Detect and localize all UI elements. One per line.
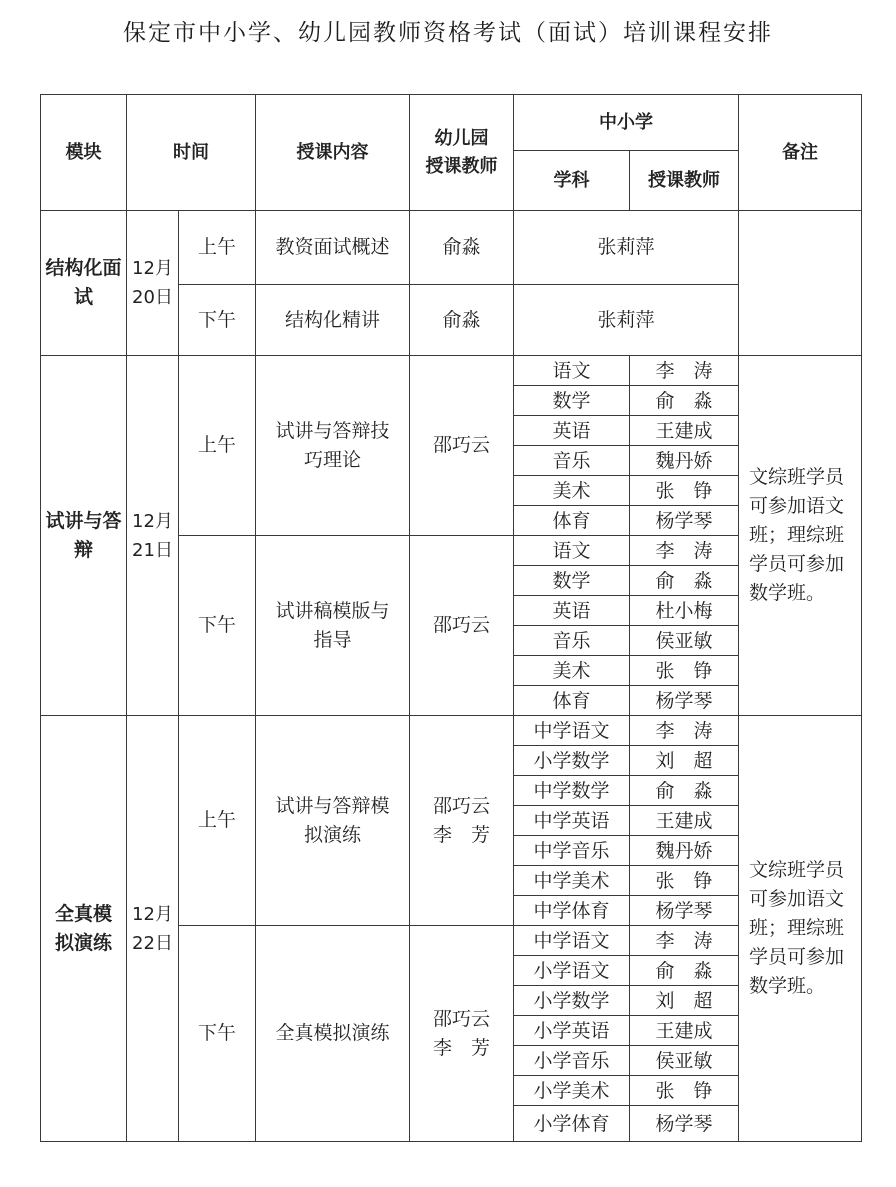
teacher-cell: 侯亚敏 — [630, 1046, 739, 1076]
header-remarks: 备注 — [739, 95, 862, 211]
period-am: 上午 — [179, 211, 256, 285]
teacher-cell: 杨学琴 — [630, 896, 739, 926]
teacher-cell: 刘 超 — [630, 746, 739, 776]
teacher-cell: 魏丹娇 — [630, 446, 739, 476]
period-pm: 下午 — [179, 536, 256, 716]
subject-cell: 中学体育 — [514, 896, 630, 926]
teacher-cell: 杜小梅 — [630, 596, 739, 626]
subject-cell: 中学英语 — [514, 806, 630, 836]
content-cell: 教资面试概述 — [256, 211, 410, 285]
subject-cell: 中学语文 — [514, 926, 630, 956]
content-cell: 试讲与答辩技巧理论 — [256, 356, 410, 536]
subject-cell: 小学美术 — [514, 1076, 630, 1106]
teacher-cell: 张莉萍 — [514, 285, 739, 356]
teacher-cell: 侯亚敏 — [630, 626, 739, 656]
header-time: 时间 — [127, 95, 256, 211]
subject-cell: 中学数学 — [514, 776, 630, 806]
teacher-cell: 王建成 — [630, 416, 739, 446]
header-primary-secondary: 中小学 — [514, 95, 739, 151]
page-title: 保定市中小学、幼儿园教师资格考试（面试）培训课程安排 — [123, 20, 773, 46]
teacher-cell: 杨学琴 — [630, 686, 739, 716]
subject-cell: 中学语文 — [514, 716, 630, 746]
kg-teacher-cell: 俞淼 — [410, 211, 514, 285]
subject-cell: 小学英语 — [514, 1016, 630, 1046]
kg-teacher-cell: 邵巧云 — [410, 356, 514, 536]
subject-cell: 语文 — [514, 356, 630, 386]
content-cell: 全真模拟演练 — [256, 926, 410, 1142]
subject-cell: 美术 — [514, 656, 630, 686]
teacher-cell: 刘 超 — [630, 986, 739, 1016]
teacher-cell: 俞 淼 — [630, 386, 739, 416]
date-simulation: 12月22日 — [127, 716, 179, 1142]
subject-cell: 数学 — [514, 386, 630, 416]
teacher-cell: 杨学琴 — [630, 1106, 739, 1142]
header-subject: 学科 — [514, 151, 630, 211]
teacher-cell: 张 铮 — [630, 476, 739, 506]
teacher-cell: 张 铮 — [630, 656, 739, 686]
teacher-cell: 魏丹娇 — [630, 836, 739, 866]
subject-cell: 小学体育 — [514, 1106, 630, 1142]
teacher-cell: 李 涛 — [630, 356, 739, 386]
date-trial: 12月21日 — [127, 356, 179, 716]
date-structured: 12月20日 — [127, 211, 179, 356]
remarks-cell: 文综班学员可参加语文班；理综班学员可参加数学班。 — [739, 356, 862, 716]
header-content: 授课内容 — [256, 95, 410, 211]
teacher-cell: 李 涛 — [630, 926, 739, 956]
remarks-cell: 文综班学员可参加语文班；理综班学员可参加数学班。 — [739, 716, 862, 1142]
teacher-cell: 俞 淼 — [630, 566, 739, 596]
subject-cell: 小学数学 — [514, 746, 630, 776]
subject-cell: 体育 — [514, 686, 630, 716]
subject-cell: 音乐 — [514, 446, 630, 476]
subject-cell: 小学语文 — [514, 956, 630, 986]
header-kg-teacher-line2: 授课教师 — [425, 155, 498, 177]
teacher-cell: 杨学琴 — [630, 506, 739, 536]
subject-cell: 英语 — [514, 416, 630, 446]
kg-teacher-cell: 邵巧云李 芳 — [410, 926, 514, 1142]
teacher-cell: 李 涛 — [630, 536, 739, 566]
teacher-cell: 俞 淼 — [630, 956, 739, 986]
schedule-table — [40, 94, 862, 1142]
subject-cell: 中学美术 — [514, 866, 630, 896]
period-am: 上午 — [179, 356, 256, 536]
period-pm: 下午 — [179, 926, 256, 1142]
module-trial: 试讲与答辩 — [41, 356, 127, 716]
module-structured: 结构化面试 — [41, 211, 127, 356]
subject-cell: 语文 — [514, 536, 630, 566]
subject-cell: 小学数学 — [514, 986, 630, 1016]
content-cell: 试讲稿模版与指导 — [256, 536, 410, 716]
remarks-cell — [739, 211, 862, 356]
subject-cell: 体育 — [514, 506, 630, 536]
header-teacher: 授课教师 — [630, 151, 739, 211]
teacher-cell: 李 涛 — [630, 716, 739, 746]
teacher-cell: 张 铮 — [630, 866, 739, 896]
period-am: 上午 — [179, 716, 256, 926]
subject-cell: 美术 — [514, 476, 630, 506]
teacher-cell: 王建成 — [630, 806, 739, 836]
subject-cell: 数学 — [514, 566, 630, 596]
kg-teacher-cell: 俞淼 — [410, 285, 514, 356]
teacher-cell: 张 铮 — [630, 1076, 739, 1106]
header-kg-teacher-line1: 幼儿园 — [434, 127, 489, 149]
subject-cell: 小学音乐 — [514, 1046, 630, 1076]
teacher-cell: 王建成 — [630, 1016, 739, 1046]
teacher-cell: 俞 淼 — [630, 776, 739, 806]
subject-cell: 英语 — [514, 596, 630, 626]
content-cell: 试讲与答辩模拟演练 — [256, 716, 410, 926]
kg-teacher-cell: 邵巧云 — [410, 536, 514, 716]
period-pm: 下午 — [179, 285, 256, 356]
content-cell: 结构化精讲 — [256, 285, 410, 356]
header-kg-teacher — [410, 95, 514, 211]
teacher-cell: 张莉萍 — [514, 211, 739, 285]
kg-teacher-cell: 邵巧云李 芳 — [410, 716, 514, 926]
subject-cell: 音乐 — [514, 626, 630, 656]
module-simulation: 全真模拟演练 — [41, 716, 127, 1142]
header-module: 模块 — [41, 95, 127, 211]
subject-cell: 中学音乐 — [514, 836, 630, 866]
